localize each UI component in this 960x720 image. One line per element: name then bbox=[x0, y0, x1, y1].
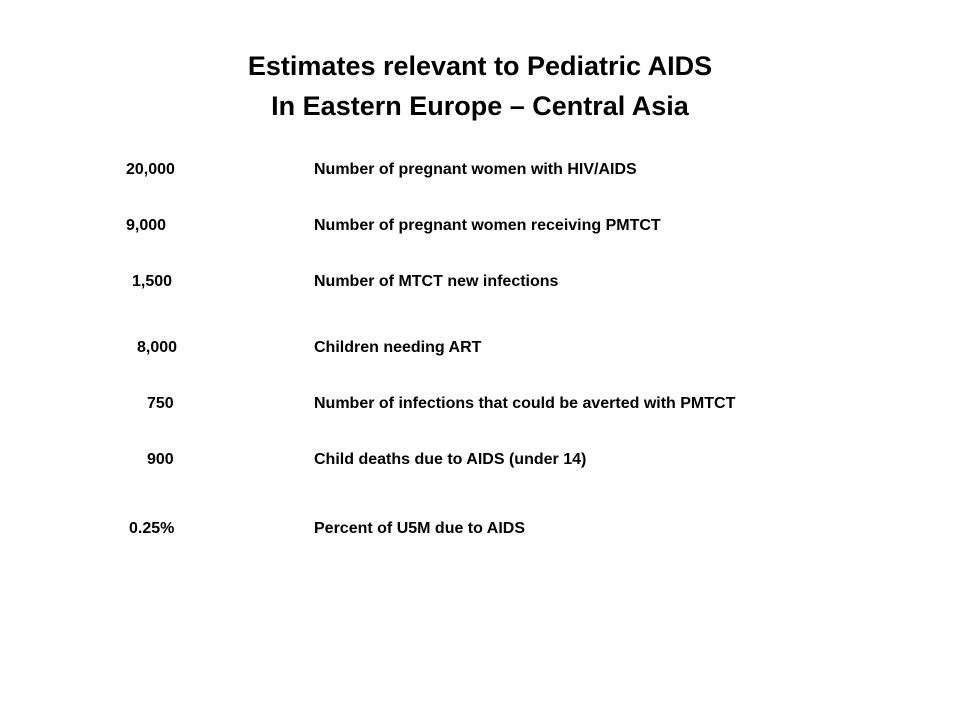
estimate-label: Number of pregnant women with HIV/AIDS bbox=[314, 161, 637, 178]
estimate-label: Percent of U5M due to AIDS bbox=[314, 520, 525, 537]
estimate-value: 9,000 bbox=[126, 217, 167, 234]
estimate-row bbox=[0, 270, 960, 294]
estimate-label: Number of pregnant women receiving PMTCT bbox=[314, 217, 661, 234]
estimate-row bbox=[0, 517, 960, 541]
estimate-value: 1,500 bbox=[132, 273, 173, 290]
estimate-value: 0.25% bbox=[129, 520, 175, 537]
slide-title: Estimates relevant to Pediatric AIDS bbox=[247, 51, 713, 81]
estimate-row bbox=[0, 448, 960, 472]
estimate-value: 900 bbox=[147, 451, 174, 468]
estimate-value: 20,000 bbox=[126, 161, 175, 178]
estimate-value: 750 bbox=[147, 395, 174, 412]
estimate-value: 8,000 bbox=[137, 339, 178, 356]
slide-subtitle: In Eastern Europe – Central Asia bbox=[271, 91, 689, 121]
estimate-row bbox=[0, 392, 960, 416]
estimate-label: Child deaths due to AIDS (under 14) bbox=[314, 451, 587, 468]
estimate-label: Number of infections that could be averted with PMTCT bbox=[314, 395, 736, 412]
estimate-label: Number of MTCT new infections bbox=[314, 273, 559, 290]
estimate-row bbox=[0, 214, 960, 238]
estimate-label: Children needing ART bbox=[314, 339, 482, 356]
estimate-row bbox=[0, 336, 960, 360]
estimate-row bbox=[0, 158, 960, 182]
